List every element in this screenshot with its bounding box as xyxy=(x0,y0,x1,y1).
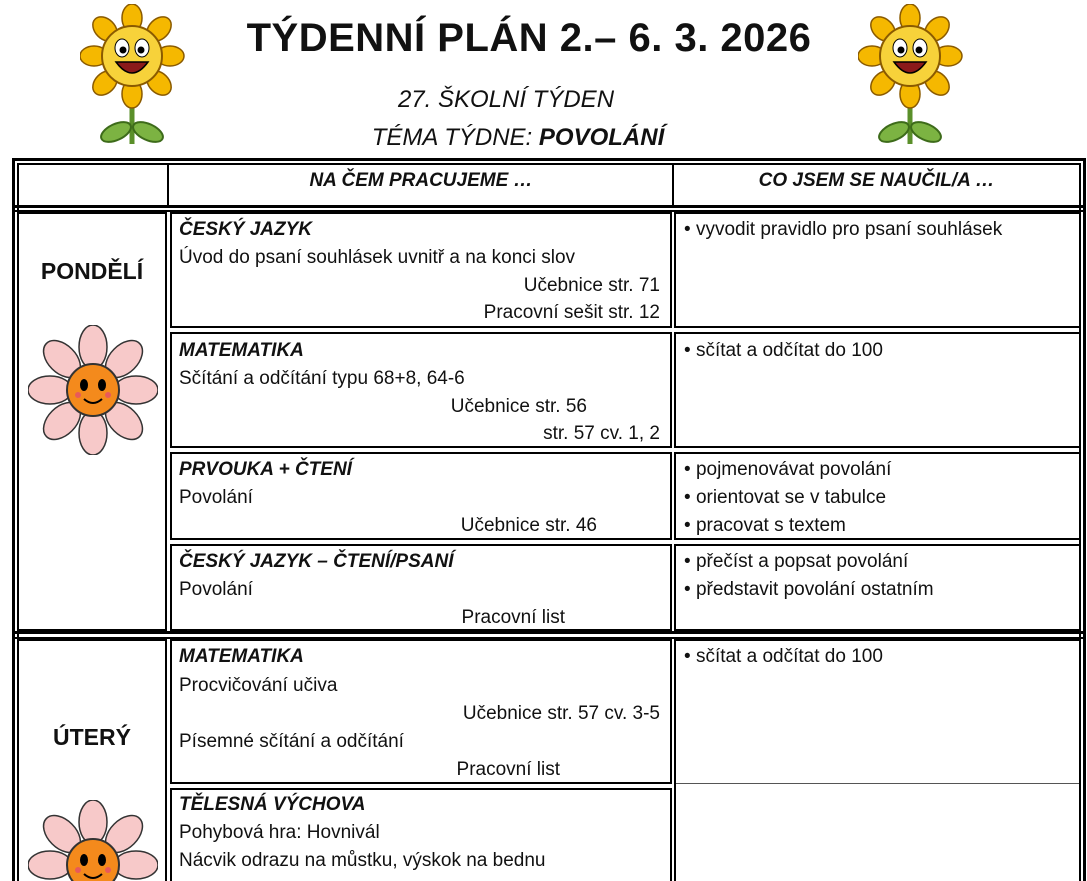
lesson-ref: str. 57 cv. 1, 2 xyxy=(543,423,660,444)
subject-title: MATEMATIKA xyxy=(179,340,304,361)
day-divider xyxy=(12,631,1086,634)
lesson-ref: Učebnice str. 57 cv. 3-5 xyxy=(462,703,660,724)
goals-cell xyxy=(674,639,1081,881)
lesson-line: Povolání xyxy=(179,487,253,508)
goal-item: • pojmenovávat povolání xyxy=(684,459,891,481)
lesson-line: Nácvik odrazu na můstku, výskok na bednu xyxy=(179,850,546,871)
lesson-ref: Pracovní list xyxy=(461,607,565,628)
day-label-tuesday: ÚTERÝ xyxy=(53,724,131,750)
lesson-ref: Učebnice str. 46 xyxy=(460,515,597,536)
daisy-icon xyxy=(28,800,158,881)
lesson-line: Povolání xyxy=(179,579,253,600)
goal-item: • pracovat s textem xyxy=(684,515,846,537)
goal-item: • představit povolání ostatním xyxy=(684,579,934,601)
page-title: TÝDENNÍ PLÁN 2.– 6. 3. 2026 xyxy=(246,16,812,60)
lesson-ref: Pracovní list xyxy=(456,759,560,780)
table-inner-border xyxy=(17,163,1081,165)
sunflower-icon xyxy=(858,4,963,154)
theme-value: POVOLÁNÍ xyxy=(538,124,665,151)
goal-item: • sčítat a odčítat do 100 xyxy=(684,646,883,668)
subject-title: ČESKÝ JAZYK – ČTENÍ/PSANÍ xyxy=(179,551,454,572)
goal-item: • orientovat se v tabulce xyxy=(684,487,886,509)
goal-item: • sčítat a odčítat do 100 xyxy=(684,340,883,362)
lesson-line: Písemné sčítání a odčítání xyxy=(179,731,404,752)
subject-title: PRVOUKA + ČTENÍ xyxy=(179,459,352,480)
subject-title: MATEMATIKA xyxy=(179,646,304,667)
column-divider xyxy=(167,163,169,207)
subject-title: ČESKÝ JAZYK xyxy=(179,219,313,240)
goals-divider xyxy=(676,783,1079,784)
theme-label: TÉMA TÝDNE: xyxy=(371,124,539,151)
lesson-ref: Učebnice str. 56 xyxy=(450,396,587,417)
goal-item: • přečíst a popsat povolání xyxy=(684,551,908,573)
column-header-work: NA ČEM PRACUJEME … xyxy=(309,170,533,191)
day-label-monday: PONDĚLÍ xyxy=(40,258,144,284)
header-divider xyxy=(12,205,1086,208)
sunflower-icon xyxy=(80,4,185,154)
daisy-icon xyxy=(28,325,158,455)
lesson-ref: Učebnice str. 71 xyxy=(523,275,660,296)
column-header-learned: CO JSEM SE NAUČIL/A … xyxy=(758,170,995,191)
goal-item: • vyvodit pravidlo pro psaní souhlásek xyxy=(684,219,1002,241)
lesson-line: Sčítání a odčítání typu 68+8, 64-6 xyxy=(179,368,465,389)
lesson-line: Úvod do psaní souhlásek uvnitř a na konci slov xyxy=(179,247,576,268)
lesson-line: Pohybová hra: Hovnivál xyxy=(179,822,380,843)
week-number: 27. ŠKOLNÍ TÝDEN xyxy=(397,86,615,113)
lesson-ref: Pracovní sešit str. 12 xyxy=(483,302,660,323)
lesson-line: Procvičování učiva xyxy=(179,675,338,696)
subject-title: TĚLESNÁ VÝCHOVA xyxy=(179,794,366,815)
